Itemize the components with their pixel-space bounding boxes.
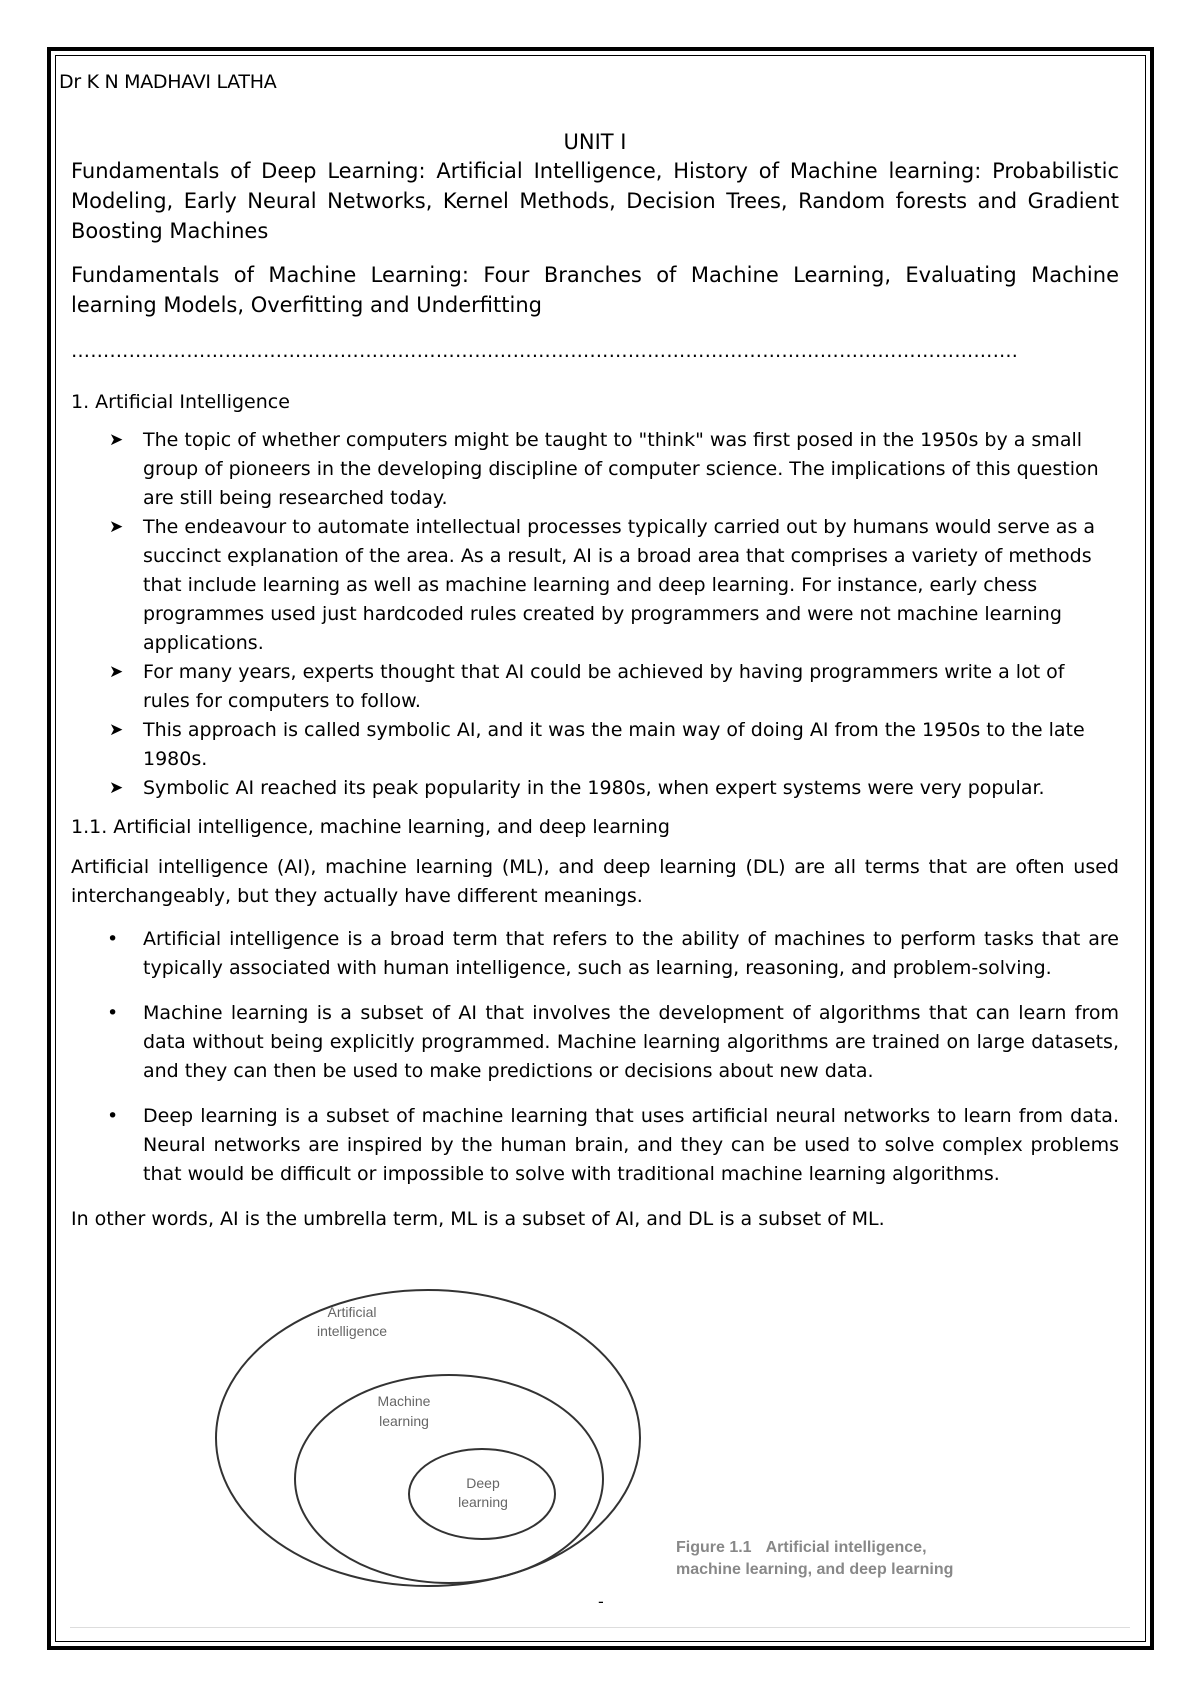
list-item: • Machine learning is a subset of AI that involves the development of algorithms that can learn from data without being explicitly programmed. Machine learning algorithms are trained on large datasets, and they can then be used to make predictions or decisions about new data. [143, 999, 1119, 1086]
unit-title: UNIT I [563, 130, 627, 154]
ai-bullet-list [59, 426, 1131, 803]
figure-caption [676, 1537, 953, 1581]
dotted-separator: …………………………………………………………………………………………………………………………………. [71, 340, 1019, 362]
summary-paragraph: In other words, AI is the umbrella term, ML is a subset of AI, and DL is a subset of ML. [71, 1208, 885, 1230]
syllabus-paragraph-2: Fundamentals of Machine Learning: Four Branches of Machine Learning, Evaluating Machine learning Models, Overfitting and Underfitting [71, 263, 1119, 317]
list-item: • Deep learning is a subset of machine learning that uses artificial neural networks to learn from data. Neural networks are inspired by the human brain, and they can be used to solve complex problems that would be difficult or impossible to solve with traditional machine learning algorithms. [143, 1102, 1119, 1189]
list-item: ➤ Symbolic AI reached its peak popularity in the 1980s, when expert systems were very popular. [143, 774, 1131, 803]
dl-label-line1: Deep [466, 1475, 500, 1491]
section-heading-ai: 1. Artificial Intelligence [71, 391, 290, 413]
arrow-bullet-icon: ➤ [109, 662, 124, 682]
caption-text-line1: Artificial intelligence, [765, 1539, 927, 1556]
intro-paragraph: Artificial intelligence (AI), machine learning (ML), and deep learning (DL) are all terms that are often used interchangeably, but they actually have different meanings. [71, 856, 1119, 907]
list-item: ➤ The endeavour to automate intellectual processes typically carried out by humans would serve as a succinct explanation of the area. As a result, AI is a broad area that comprises a variety of methods that include learning as well as machine learning and deep learning. For instance, early chess programmes used just hardcoded rules created by programmers and were not machine learning applications. [143, 513, 1131, 658]
document-content [59, 70, 1131, 1234]
ai-label-line1: Artificial [327, 1304, 377, 1320]
definitions-bullet-list [59, 925, 1131, 1189]
ai-label-line2: intelligence [316, 1323, 388, 1339]
dl-label-line2: learning [458, 1494, 508, 1510]
list-item: ➤ This approach is called symbolic AI, and it was the main way of doing AI from the 1950s to the late 1980s. [143, 716, 1131, 774]
figure-number: Figure 1.1 [676, 1539, 752, 1556]
list-item: ➤ For many years, experts thought that AI could be achieved by having programmers write a lot of rules for computers to follow. [143, 658, 1131, 716]
dot-bullet-icon: • [107, 1105, 119, 1127]
arrow-bullet-icon: ➤ [109, 778, 124, 798]
arrow-bullet-icon: ➤ [109, 430, 124, 450]
section-heading-ai-ml-dl: 1.1. Artificial intelligence, machine learning, and deep learning [71, 816, 670, 838]
caption-text-line2: machine learning, and deep learning [676, 1561, 954, 1578]
arrow-bullet-icon: ➤ [109, 517, 124, 537]
arrow-bullet-icon: ➤ [109, 720, 124, 740]
list-item: • Artificial intelligence is a broad term that refers to the ability of machines to perform tasks that are typically associated with human intelligence, such as learning, reasoning, and problem-solving. [143, 925, 1119, 983]
author-name: Dr K N MADHAVI LATHA [59, 71, 277, 93]
dot-bullet-icon: • [107, 928, 119, 950]
ai-ellipse [216, 1290, 640, 1586]
dot-bullet-icon: • [107, 1002, 119, 1024]
list-item: ➤ The topic of whether computers might be taught to "think" was first posed in the 1950s by a small group of pioneers in the developing discipline of computer science. The implications of this question are still being researched today. [143, 426, 1131, 513]
syllabus-paragraph-1: Fundamentals of Deep Learning: Artificial Intelligence, History of Machine learning: Probabilistic Modeling, Early Neural Networks, Kernel Methods, Decision Trees, Random forests and Gradient Boosting Machines [71, 159, 1119, 243]
footer-divider [70, 1627, 1130, 1628]
ml-ellipse [295, 1375, 603, 1583]
ml-label-line1: Machine [377, 1393, 431, 1409]
ml-label-line2: learning [379, 1413, 429, 1429]
page-marker: - [598, 1592, 604, 1611]
